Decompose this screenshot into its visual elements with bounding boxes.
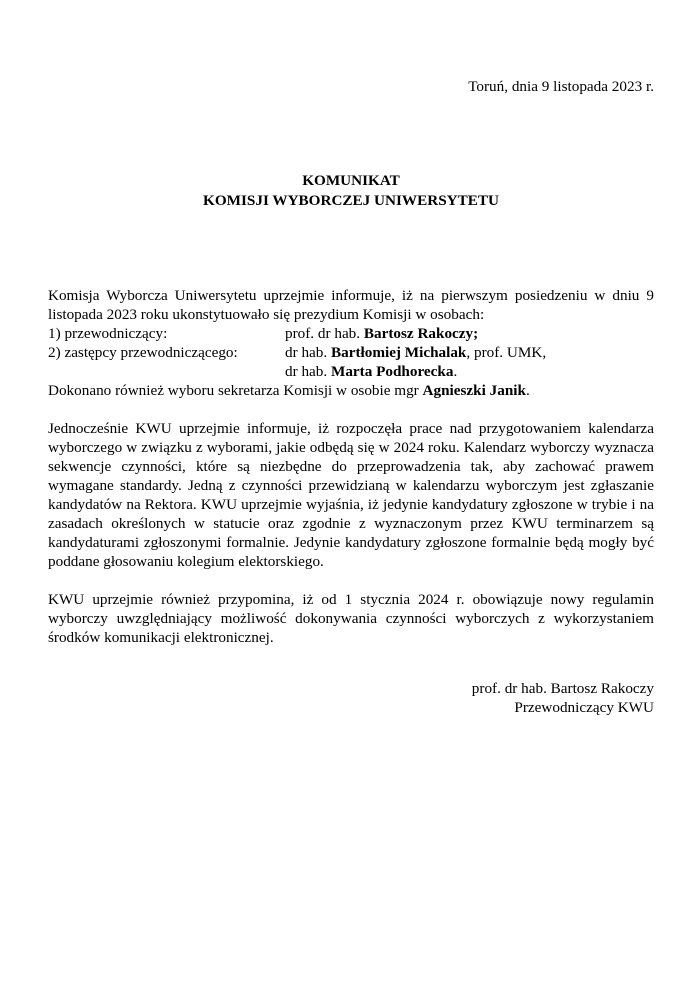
document-page: [48, 0, 654, 1000]
signature-block: [472, 679, 654, 717]
chair-name: Bartosz Rakoczy;: [363, 325, 479, 342]
paragraph-gap: [48, 400, 654, 419]
document-title: [48, 171, 654, 211]
intro-paragraph: Komisja Wyborcza Uniwersytetu uprzejmie informuje, iż na pierwszym posiedzeniu w dniu 9 listopada 2023 roku ukonstytuowało się prezydium Komisji w osobach:: [48, 287, 654, 323]
member-row-deputies: [48, 343, 654, 381]
deputy-first-title: dr hab.: [285, 344, 331, 361]
calendar-paragraph: Jednocześnie KWU uprzejmie informuje, iż rozpoczęła prace nad przygotowaniem kalendarza wyborczego w związku z wyborami, jakie odbędą się w 2024 roku. Kalendarz wyborczy wyznacza sekwencje czynności, które są niezbędne do przeprowadzenia tak, aby zachować prawem wymagane standardy. Jedną z czynności przewidzianą w kalendarzu wyborczym jest zgłaszanie kandydatów na Rektora. KWU uprzejmie wyjaśnia, iż jedynie kandydatury zgłoszone w trybie i na zasadach określonych w statucie oraz zgodnie z wyznaczonym przez KWU terminarzem są kandydaturami zgłoszonymi formalnie. Jedynie kandydatury zgłoszone formalnie będą mogły być poddane głosowaniu kolegium elektorskiego.: [48, 420, 654, 570]
deputy-second-name: Marta Podhorecka: [330, 363, 454, 380]
names-chair: [285, 324, 654, 343]
role-deputies: 2) zastępcy przewodniczącego:: [48, 344, 238, 361]
deputy-second: [285, 362, 654, 381]
secretary-name: Agnieszki Janik: [422, 382, 526, 399]
document-body: [48, 286, 654, 647]
title-line-1: KOMUNIKAT: [302, 172, 400, 189]
signatory-name: prof. dr hab. Bartosz Rakoczy: [471, 680, 654, 697]
deputy-first-name: Bartłomiej Michalak: [330, 344, 467, 361]
member-row-chair: [48, 324, 654, 343]
chair-title: prof. dr hab.: [285, 325, 364, 342]
title-line-2: KOMISJI WYBORCZEJ UNIWERSYTETU: [203, 192, 499, 209]
deputy-second-suffix: .: [453, 363, 458, 380]
deputy-second-title: dr hab.: [285, 363, 331, 380]
role-chair: 1) przewodniczący:: [48, 325, 168, 342]
signatory-position: Przewodniczący KWU: [514, 699, 654, 716]
place-date: Toruń, dnia 9 listopada 2023 r.: [468, 78, 654, 95]
presidium-members: [48, 324, 654, 400]
names-deputies: [285, 343, 654, 381]
deputy-first-suffix: , prof. UMK,: [466, 344, 547, 361]
regulations-paragraph: KWU uprzejmie również przypomina, iż od 1 stycznia 2024 r. obowiązuje nowy regulamin wyborczy uwzględniający możliwość dokonywania czynności wyborczych z wykorzystaniem środków komunikacji elektronicznej.: [48, 591, 654, 646]
paragraph-gap: [48, 571, 654, 590]
secretary-suffix: .: [525, 382, 530, 399]
deputy-first: [285, 343, 654, 362]
secretary-text: Dokonano również wyboru sekretarza Komisji w osobie mgr: [48, 382, 423, 399]
secretary-line: [48, 381, 654, 400]
